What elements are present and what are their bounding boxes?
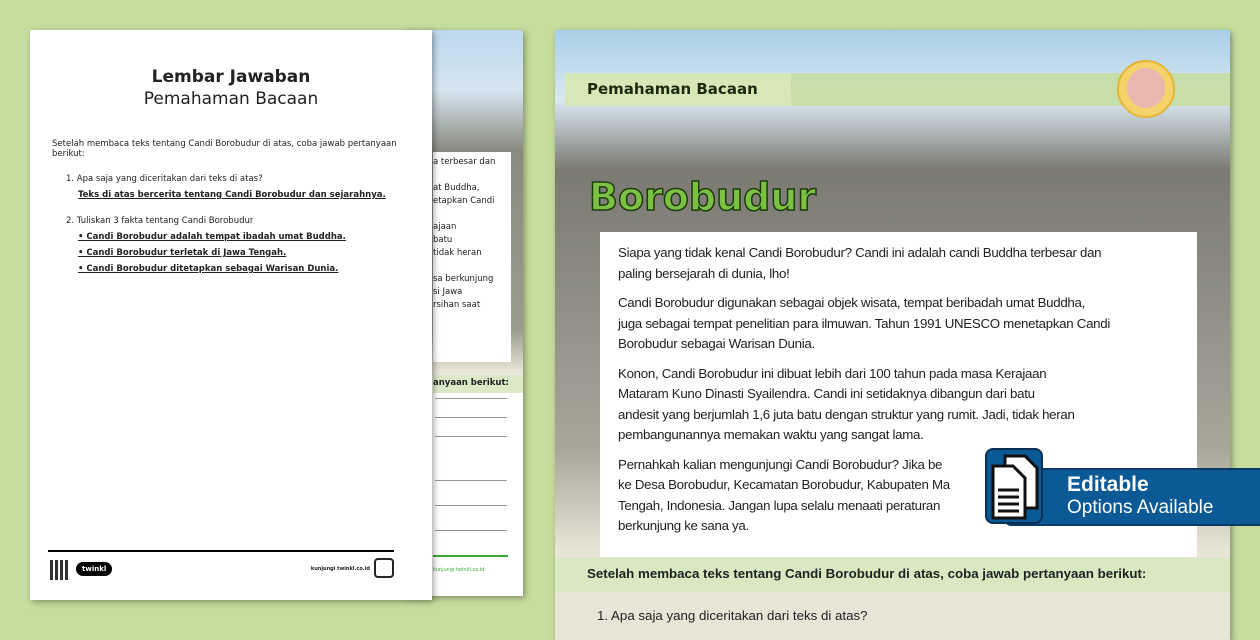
text-line: etapkan Candi — [433, 196, 495, 206]
text-line: a terbesar dan — [433, 157, 496, 167]
answer-line — [435, 480, 507, 481]
question-bar: Setelah membaca teks tentang Candi Borobudur di atas, coba jawab pertanyaan berikut: — [555, 558, 1230, 592]
text-line: sa berkunjung — [433, 274, 494, 284]
answer-line — [435, 530, 507, 531]
badge-line-2: Options Available — [1067, 497, 1214, 518]
text-line: batu — [433, 235, 453, 245]
brain-mascot-icon — [1117, 60, 1175, 118]
text-line: ajaan — [433, 222, 457, 232]
footer-site: kunjungi twinkl.co.id — [433, 555, 508, 573]
text-line: tidak heran — [433, 248, 482, 258]
answer-line — [435, 436, 507, 437]
badge-line-1: Editable — [1067, 473, 1149, 496]
section-tag: Pemahaman Bacaan — [565, 73, 791, 106]
badge-band — [1005, 468, 1260, 526]
qr-code-icon — [50, 560, 70, 580]
twinkl-logo: twinkl — [76, 562, 112, 576]
question-text: 2. Tuliskan 3 fakta tentang Candi Borobudur — [66, 216, 254, 226]
footer-site: kunjungi twinkl.co.id — [310, 566, 370, 572]
text-line: at Buddha, — [433, 183, 480, 193]
answer-line — [435, 417, 507, 418]
question-bar: anyaan berikut: — [433, 375, 523, 393]
answer-sheet-page — [30, 30, 432, 600]
page-title: Lembar Jawaban — [151, 67, 311, 87]
paragraph: Konon, Candi Borobudur ini dibuat lebih dari 100 tahun pada masa Kerajaan Mataram Kuno Dinasti Syailendra. Candi ini setidaknya dibangun dari batu andesit yang berjumlah 1,6 juta batu dengan struktur yang rumit. Jadi, tidak heran pembangunannya memakan waktu yang sangat lama. — [618, 365, 1075, 442]
document-icon — [985, 448, 1043, 524]
text-line: si Jawa — [433, 287, 463, 297]
reading-text-partial — [433, 152, 511, 362]
worksheet-title: Borobudur — [589, 175, 817, 219]
quality-seal-icon — [374, 558, 394, 578]
question-1: 1. Apa saja yang diceritakan dari teks di atas? — [597, 608, 868, 623]
question-2 — [66, 213, 432, 277]
reading-worksheet-page — [555, 30, 1230, 640]
answer-line — [435, 398, 507, 399]
question-text: 1. Apa saja yang diceritakan dari teks di atas? — [66, 174, 263, 184]
instructions: Setelah membaca teks tentang Candi Borobudur di atas, coba jawab pertanyaan berikut: — [52, 139, 397, 159]
page-subtitle: Pemahaman Bacaan — [143, 89, 319, 109]
answer-text: • Candi Borobudur terletak di Jawa Tengah. — [78, 248, 287, 258]
question-1 — [66, 171, 432, 203]
text-line: rsihan saat — [433, 300, 481, 310]
paragraph: Candi Borobudur digunakan sebagai objek wisata, tempat beribadah umat Buddha, juga sebagai tempat penelitian para ilmuwan. Tahun 1991 UNESCO menetapkan Candi Borobudur sebagai Warisan Dunia. — [618, 295, 1111, 351]
question-list — [66, 171, 432, 277]
answer-text: • Candi Borobudur adalah tempat ibadah umat Buddha. — [78, 232, 346, 242]
answer-line — [435, 505, 507, 506]
paragraph: Pernahkah kalian mengunjungi Candi Borobudur? Jika be ke Desa Borobudur, Kecamatan Borobudur, Kabupaten Ma Tengah, Indonesia. Jangan lupa selalu menaati peraturan berkunjung ke sana ya. — [618, 456, 950, 533]
page-footer — [48, 550, 394, 580]
answer-text: • Candi Borobudur ditetapkan sebagai Warisan Dunia. — [78, 264, 339, 274]
paragraph: Siapa yang tidak kenal Candi Borobudur? Candi ini adalah candi Buddha terbesar dan paling bersejarah di dunia, lho! — [618, 245, 1102, 281]
answer-text: Teks di atas bercerita tentang Candi Borobudur dan sejarahnya. — [78, 190, 386, 200]
editable-options-badge[interactable] — [985, 448, 1260, 530]
